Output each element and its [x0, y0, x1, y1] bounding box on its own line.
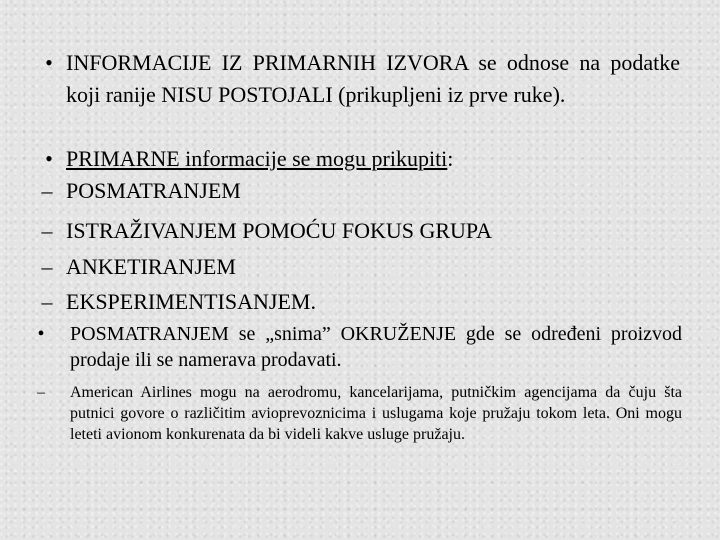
method-experiments: EKSPERIMENTISANJEM. — [66, 289, 316, 314]
method-surveys: ANKETIRANJEM — [66, 254, 236, 279]
dash-4: – — [41, 289, 53, 314]
dash-2: – — [41, 218, 53, 243]
dash-3: – — [41, 254, 53, 279]
dash-1: – — [41, 178, 53, 203]
observation-description: POSMATRANJEM se „snima” OKRUŽENJE gde se određeni proizvod prodaje ili se namerava prodavati. — [70, 323, 682, 371]
bullet-dot-1: • — [45, 50, 53, 75]
primary-info-colon: : — [447, 146, 454, 171]
bullet-dot-2: • — [45, 146, 53, 171]
method-observation: POSMATRANJEM — [66, 178, 241, 203]
primary-info-underlined-text: PRIMARNE informacije se mogu prikupiti — [66, 146, 448, 171]
primary-info-methods-heading — [66, 143, 680, 175]
american-airlines-example: American Airlines mogu na aerodromu, kancelarijama, putničkim agencijama da čuju šta putnici govore o različitim avioprevoznicima i uslugama koje pružaju tokom leta. Oni mogu leteti avionom konkurenata da bi videli kakve usluge pružaju. — [70, 384, 682, 443]
dash-5: – — [37, 384, 45, 401]
bullet-dot-3: • — [37, 323, 45, 345]
primary-sources-definition: INFORMACIJE IZ PRIMARNIH IZVORA se odnose na podatke koji ranije NISU POSTOJALI (prikupljeni iz prve ruke). — [66, 50, 680, 107]
method-focus-groups: ISTRAŽIVANJEM POMOĆU FOKUS GRUPA — [66, 218, 493, 243]
